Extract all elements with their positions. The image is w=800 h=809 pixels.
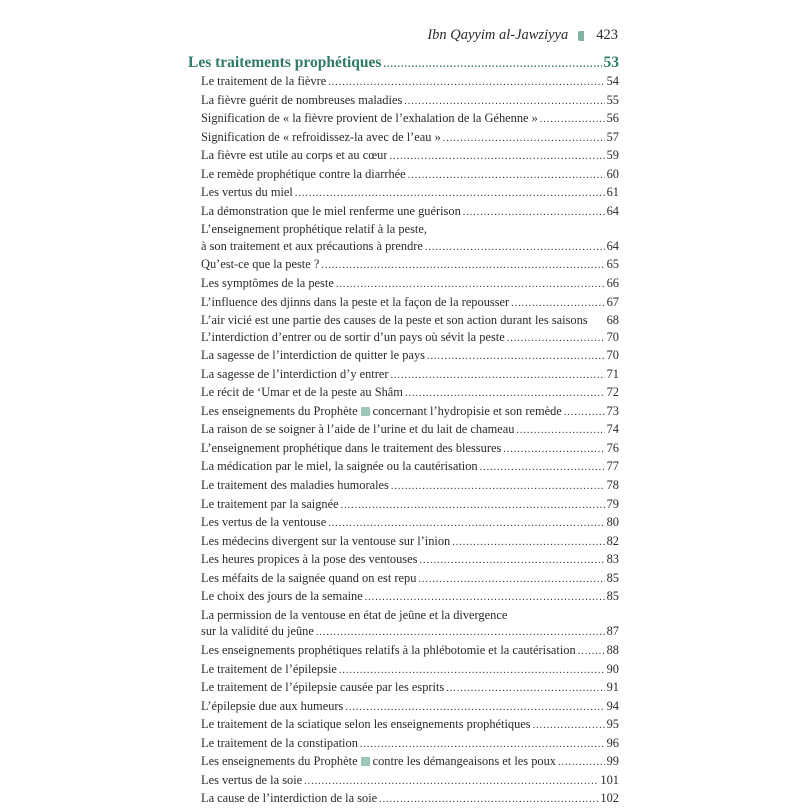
entry-label: La cause de l’interdiction de la soie [201,791,378,806]
running-title: Ibn Qayyim al-Jawziyya [427,27,569,43]
toc-entry[interactable] [188,496,619,515]
entry-label: Les médecins divergent sur la ventouse sur l’inion [201,533,451,548]
dot-leader [345,700,604,717]
entry-label: Le récit de ‘Umar et de la peste au Shâm [201,385,403,400]
honorific-icon [361,407,370,416]
entry-label: La sagesse de l’interdiction d’y entrer [201,366,389,381]
dot-leader [295,186,605,203]
dot-leader [341,498,605,515]
entry-page: 64 [606,238,619,253]
entry-label-line1: La permission de la ventouse en état de jeûne et la divergence [201,607,508,622]
toc-entry[interactable] [188,312,619,329]
entry-label: Le traitement de l’épilepsie [201,661,337,676]
entry-label: Les méfaits de la saignée quand on est repu [201,570,417,585]
toc-entry[interactable] [188,735,619,754]
entry-label: L’épilepsie due aux humeurs [201,698,344,713]
toc-entry[interactable] [188,533,619,552]
entry-page: 66 [606,276,619,291]
entry-page: 68 [606,313,619,328]
toc-entry[interactable] [188,514,619,533]
dot-leader [533,718,605,735]
entry-page: 79 [606,496,619,511]
entry-page: 57 [606,129,619,144]
dot-leader [480,460,605,477]
entry-label: Qu’est-ce que la peste ? [201,257,320,272]
entry-page: 59 [606,148,619,163]
entry-label: La fièvre est utile au corps et au cœur [201,148,388,163]
entry-label-before: Les enseignements du Prophète [201,403,358,418]
dot-leader [578,644,605,661]
toc-entry[interactable] [188,440,619,459]
dot-leader [339,663,605,680]
table-of-contents [188,53,619,809]
dot-leader [446,681,604,698]
entry-label: Les vertus du miel [201,185,293,200]
entry-page: 99 [606,754,619,769]
dot-leader [540,112,605,129]
entry-page: 96 [606,735,619,750]
page-number: 423 [596,27,618,43]
dot-leader [452,535,604,552]
entry-label: Le remède prophétique contre la diarrhée [201,166,406,181]
entry-page: 60 [606,166,619,181]
dot-leader [304,774,598,791]
dot-leader [379,792,598,809]
entry-page: 88 [606,642,619,657]
entry-page: 54 [606,74,619,88]
entry-label: L’enseignement prophétique dans le traitement des blessures [201,440,502,455]
entry-page: 73 [606,403,619,418]
toc-entry[interactable] [188,772,619,791]
entry-page: 77 [606,459,619,474]
dot-leader [408,168,605,185]
toc-entry[interactable] [188,642,619,661]
dot-leader [328,75,604,92]
entry-label-after: concernant l’hydropisie et son remède [372,403,562,418]
entry-page: 56 [606,111,619,126]
dot-leader [389,149,604,166]
toc-entry[interactable] [188,203,619,222]
entry-label: sur la validité du jeûne [201,624,314,639]
entry-label: Le traitement de la fièvre [201,74,327,88]
entry-page: 83 [606,552,619,567]
toc-entry[interactable] [188,607,619,642]
toc-entry[interactable] [188,716,619,735]
entry-page: 94 [606,698,619,713]
entry-label-line1: L’enseignement prophétique relatif à la peste, [201,222,427,237]
toc-entry[interactable] [188,110,619,129]
dot-leader [419,553,604,570]
dot-leader [425,240,605,257]
entry-label: La médication par le miel, la saignée ou la cautérisation [201,459,478,474]
dot-leader [443,131,605,148]
entry-page: 55 [606,92,619,107]
dot-leader [321,258,604,275]
entry-page: 70 [606,348,619,363]
entry-label: Le traitement des maladies humorales [201,478,389,493]
dot-leader [365,590,605,607]
entry-page: 95 [606,717,619,732]
entry-page: 82 [606,533,619,548]
dot-leader [404,94,604,111]
leaf-ornament-icon [578,31,584,41]
dot-leader [405,386,605,403]
toc-entry[interactable] [188,403,619,422]
toc-entry[interactable] [188,477,619,496]
entry-label-after: contre les démangeaisons et les poux [372,754,556,769]
toc-entry[interactable] [188,588,619,607]
entry-label [201,403,562,420]
toc-entry[interactable] [188,184,619,203]
entry-label-before: Les enseignements du Prophète [201,754,358,769]
entry-label: L’influence des djinns dans la peste et la façon de la repousser [201,294,510,309]
toc-entry[interactable] [188,698,619,717]
toc-entry[interactable] [188,347,619,366]
entry-page: 80 [606,515,619,530]
toc-entry[interactable] [188,129,619,148]
entry-page: 67 [606,294,619,309]
dot-leader [564,405,605,422]
entry-page: 85 [606,570,619,585]
entry-page: 91 [606,680,619,695]
dot-leader [360,737,605,754]
entry-label: Les vertus de la soie [201,772,303,787]
toc-entry[interactable] [188,366,619,385]
toc-entry[interactable] [188,753,619,772]
section-title: Les traitements prophétiques [188,54,382,71]
entry-page: 90 [606,661,619,676]
page-header [427,27,618,44]
dot-leader [391,368,605,385]
entry-page: 102 [600,791,619,806]
dot-leader [516,423,604,440]
entry-label: Les vertus de la ventouse [201,515,327,530]
entry-label: Signification de « refroidissez-la avec de l’eau » [201,129,441,144]
entry-label: L’air vicié est une partie des causes de la peste et son action durant les saisons [201,313,588,328]
entry-label [201,753,556,770]
entry-label: L’interdiction d’entrer ou de sortir d’un pays où sévit la peste [201,329,505,344]
toc-entry[interactable] [188,421,619,440]
section-page: 53 [603,54,619,71]
entry-label: La démonstration que le miel renferme une guérison [201,203,461,218]
entry-label: Le choix des jours de la semaine [201,589,363,604]
entry-label: La sagesse de l’interdiction de quitter le pays [201,348,425,363]
entry-page: 64 [606,203,619,218]
entry-label: Les heures propices à la pose des ventouses [201,552,418,567]
toc-entry[interactable] [188,551,619,570]
entry-label: Signification de « la fièvre provient de l’exhalation de la Géhenne » [201,111,538,126]
toc-entry[interactable] [188,275,619,294]
dot-leader [418,572,604,589]
entry-page: 72 [606,385,619,400]
entry-page: 70 [606,329,619,344]
entry-label: Les enseignements prophétiques relatifs à la phlébotomie et la cautérisation [201,642,576,657]
toc-entry[interactable] [188,221,619,256]
dot-leader [383,55,601,75]
dot-leader [463,205,605,222]
entry-page: 71 [606,366,619,381]
dot-leader [336,277,605,294]
dot-leader [511,296,604,313]
dot-leader [503,442,604,459]
entry-label: La raison de se soigner à l’aide de l’urine et du lait de chameau [201,422,515,437]
toc-entry[interactable] [188,329,619,348]
entry-label: à son traitement et aux précautions à prendre [201,238,423,253]
dot-leader [558,755,605,772]
dot-leader [507,331,605,348]
dot-leader [316,625,605,642]
entry-label: Le traitement par la saignée [201,496,339,511]
honorific-icon [361,757,370,766]
entry-label: Le traitement de la constipation [201,735,358,750]
entry-label: Le traitement de la sciatique selon les enseignements prophétiques [201,717,531,732]
dot-leader [391,479,605,496]
entry-label: La fièvre guérit de nombreuses maladies [201,92,403,107]
entry-page: 61 [606,185,619,200]
toc-entry[interactable] [188,679,619,698]
toc-entry[interactable] [188,661,619,680]
toc-entry[interactable] [188,166,619,185]
entry-page: 85 [606,589,619,604]
toc-entry[interactable] [188,73,619,92]
entry-page: 74 [606,422,619,437]
toc-entry[interactable] [188,147,619,166]
toc-entry[interactable] [188,92,619,111]
entry-page: 76 [606,440,619,455]
entry-label: Le traitement de l’épilepsie causée par les esprits [201,680,445,695]
entry-page: 101 [600,772,619,787]
dot-leader [427,349,605,366]
toc-section-heading[interactable] [188,53,619,73]
toc-entry[interactable] [188,256,619,275]
toc-entry[interactable] [188,294,619,313]
toc-entry[interactable] [188,384,619,403]
entry-page: 87 [606,624,619,639]
entry-page: 78 [606,478,619,493]
entry-page: 65 [606,257,619,272]
toc-entry[interactable] [188,570,619,589]
entry-label: Les symptômes de la peste [201,276,334,291]
dot-leader [328,516,604,533]
toc-entry[interactable] [188,458,619,477]
